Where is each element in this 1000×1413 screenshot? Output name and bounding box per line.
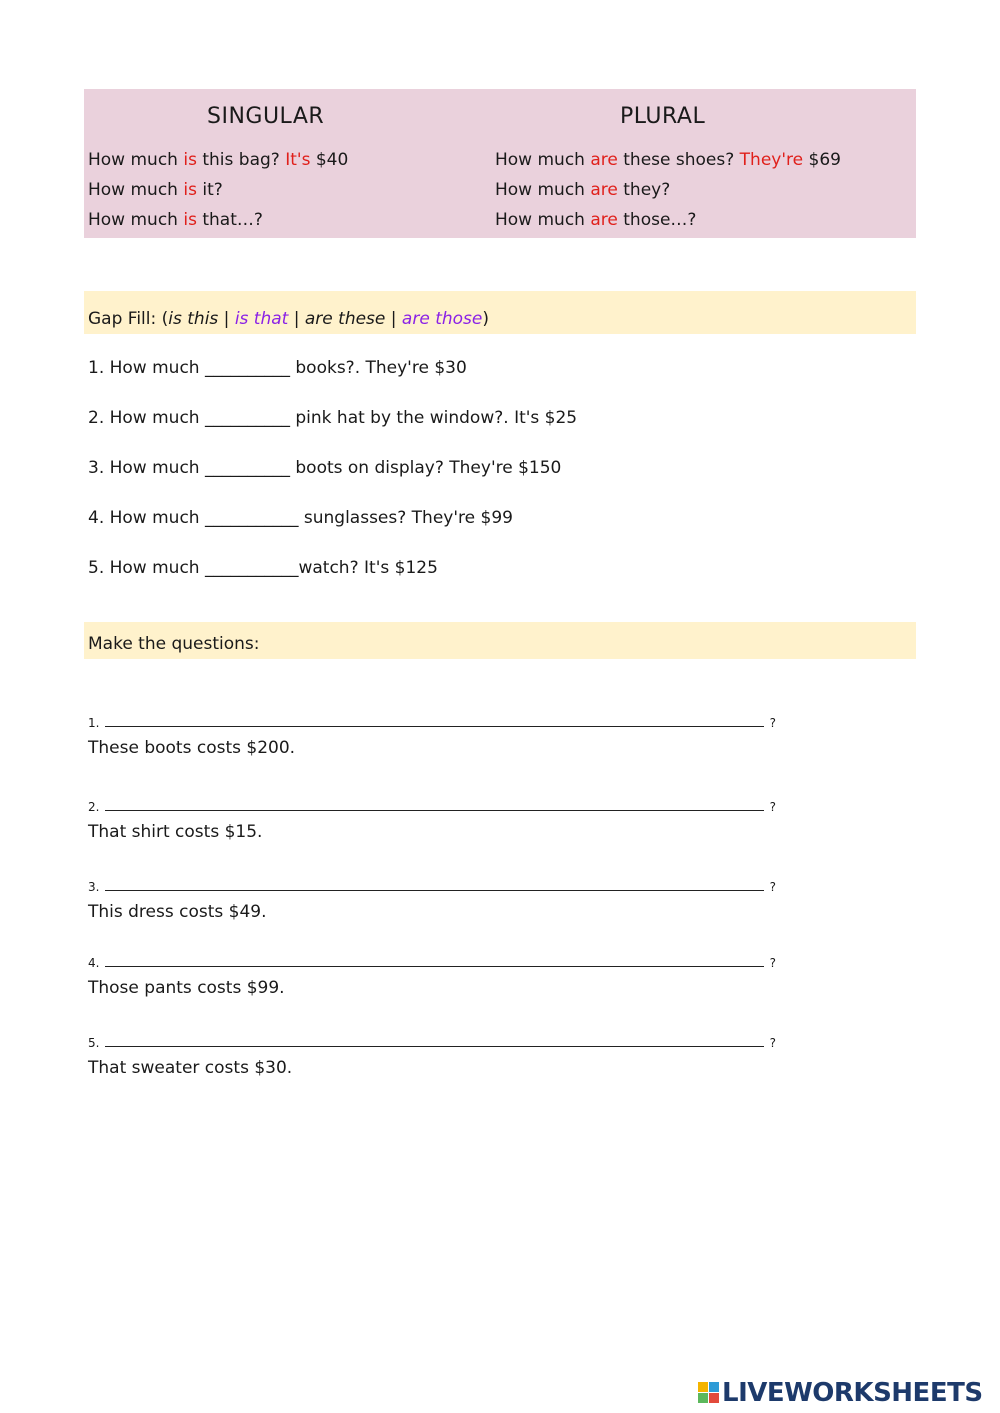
- option-are-those: are those: [401, 309, 483, 329]
- liveworksheets-logo-icon: [698, 1382, 720, 1404]
- question-line-1[interactable]: 1. ?: [88, 716, 776, 730]
- answer-rule[interactable]: [105, 726, 764, 727]
- answer-rule[interactable]: [105, 1046, 764, 1047]
- option-is-that: is that: [234, 309, 289, 329]
- question-line-3[interactable]: 3. ?: [88, 880, 776, 894]
- answer-rule[interactable]: [105, 890, 764, 891]
- option-are-these: are these: [304, 309, 386, 329]
- grammar-reference-box: [84, 89, 916, 238]
- plural-example-2: How much are they?: [495, 180, 671, 200]
- make-questions-header: Make the questions:: [84, 622, 916, 659]
- answer-rule[interactable]: [105, 810, 764, 811]
- singular-heading: SINGULAR: [207, 104, 325, 129]
- question-answer-4: Those pants costs $99.: [88, 978, 285, 998]
- singular-example-2: How much is it?: [88, 180, 223, 200]
- logo-text: LIVEWORKSHEETS: [722, 1378, 983, 1408]
- question-answer-3: This dress costs $49.: [88, 902, 267, 922]
- question-line-5[interactable]: 5. ?: [88, 1036, 776, 1050]
- plural-heading: PLURAL: [620, 104, 706, 129]
- singular-example-3: How much is that…?: [88, 210, 263, 230]
- gap-fill-item-4[interactable]: 4. How much ___________ sunglasses? They're $99: [88, 508, 513, 528]
- gap-fill-item-3[interactable]: 3. How much __________ boots on display? They're $150: [88, 458, 562, 478]
- question-line-4[interactable]: 4. ?: [88, 956, 776, 970]
- answer-rule[interactable]: [105, 966, 764, 967]
- gap-fill-item-2[interactable]: 2. How much __________ pink hat by the window?. It's $25: [88, 408, 578, 428]
- gap-fill-header: Gap Fill: (is this | is that | are these | are those): [84, 291, 916, 334]
- question-answer-5: That sweater costs $30.: [88, 1058, 293, 1078]
- gap-fill-item-5[interactable]: 5. How much ___________watch? It's $125: [88, 558, 438, 578]
- question-answer-1: These boots costs $200.: [88, 738, 296, 758]
- question-line-2[interactable]: 2. ?: [88, 800, 776, 814]
- plural-example-3: How much are those…?: [495, 210, 697, 230]
- question-answer-2: That shirt costs $15.: [88, 822, 263, 842]
- option-is-this: is this: [168, 309, 219, 329]
- gap-fill-item-1[interactable]: 1. How much __________ books?. They're $30: [88, 358, 467, 378]
- plural-example-1: How much are these shoes? They're $69: [495, 150, 841, 170]
- singular-example-1: How much is this bag? It's $40: [88, 150, 349, 170]
